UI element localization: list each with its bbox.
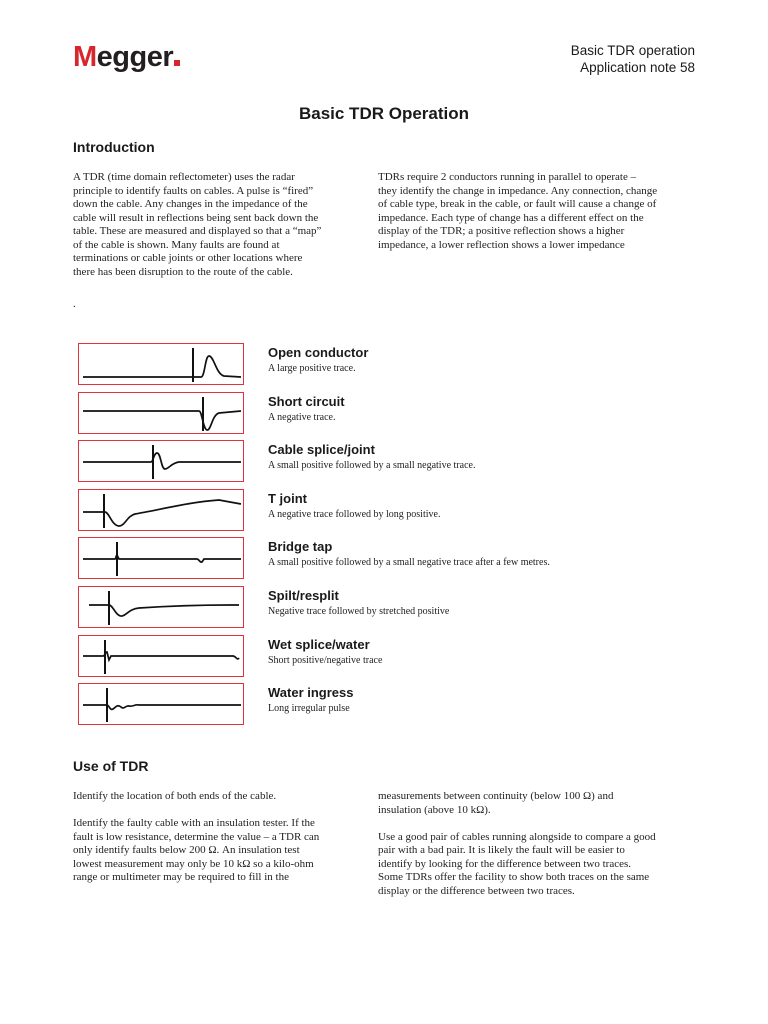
text-line: fault is low resistance, determine the value – a TDR can <box>73 830 320 843</box>
trace-diagram-wet <box>78 635 244 677</box>
text-line <box>378 817 698 831</box>
text-line: table. These are measured and displayed so that a “map” <box>73 225 322 237</box>
text-line: Identify the location of both ends of the cable. <box>73 790 277 802</box>
text-line: Identify the faulty cable with an insulation tester. If the <box>73 817 315 829</box>
trace-diagram-short <box>78 392 244 434</box>
fault-name: Water ingress <box>268 685 354 701</box>
header-line-1: Basic TDR operation <box>570 43 695 58</box>
text-line: identify by looking for the difference between two traces. <box>378 857 632 870</box>
header-line-2: Application note 58 <box>580 60 695 75</box>
text-line: A TDR (time domain reflectometer) uses the radar <box>73 171 295 183</box>
intro-left-column <box>73 171 363 279</box>
intro-heading: Introduction <box>73 139 155 155</box>
text-line: terminations or cable joints or other locations where <box>73 252 303 264</box>
trace-diagram-bridge <box>78 537 244 579</box>
fault-name: Short circuit <box>268 393 345 409</box>
fault-name: T joint <box>268 490 307 506</box>
trace-waveform <box>79 636 243 676</box>
use-heading: Use of TDR <box>73 758 149 774</box>
fault-name: Cable splice/joint <box>268 442 375 458</box>
fault-name: Wet splice/water <box>268 636 370 652</box>
document-header <box>571 42 695 76</box>
intro-right-column <box>378 171 698 252</box>
trace-diagram-split <box>78 586 244 628</box>
text-line: impedance. Each type of change has a different effect on the <box>378 211 644 224</box>
text-line: impedance, a lower reflection shows a lower impedance <box>378 238 625 251</box>
text-line: measurements between continuity (below 100 Ω) and <box>378 790 614 802</box>
page-title: Basic TDR Operation <box>298 104 470 123</box>
trace-line <box>83 411 241 430</box>
text-line: pair with a bad pair. It is likely the fault will be easier to <box>378 844 625 856</box>
text-line: display of the TDR; a positive reflection shows a higher <box>378 225 625 237</box>
text-line: cable will result in reflections being sent back down the <box>73 211 319 224</box>
trace-waveform <box>79 538 243 578</box>
trace-waveform <box>79 441 243 481</box>
text-line: principle to identify faults on cables. A pulse is “fired” <box>73 184 314 197</box>
trace-waveform <box>79 393 243 433</box>
trace-line <box>196 356 241 377</box>
fault-description: A negative trace followed by long positive. <box>268 508 441 520</box>
text-line: TDRs require 2 conductors running in parallel to operate – <box>378 171 637 183</box>
fault-description: A small positive followed by a small negative trace. <box>268 460 476 472</box>
text-line: insulation (above 10 kΩ). <box>378 803 491 816</box>
use-left-column <box>73 790 363 885</box>
text-line: of cable type, break in the cable, or fault will cause a change of <box>378 198 657 210</box>
trace-line <box>83 453 241 469</box>
fault-description: Negative trace followed by stretched positive <box>268 606 450 617</box>
fault-name: Spilt/resplit <box>268 588 339 603</box>
text-line: display or the difference between two traces. <box>378 884 575 897</box>
fault-name: Bridge tap <box>268 539 333 555</box>
trace-waveform <box>79 684 243 724</box>
fault-description: A negative trace. <box>268 411 336 423</box>
text-line: they identify the change in impedance. Any connection, change <box>378 184 658 197</box>
text-line <box>73 804 363 818</box>
trace-line <box>83 555 241 562</box>
fault-description: Long irregular pulse <box>268 703 350 715</box>
trace-waveform <box>79 490 243 530</box>
fault-description: Short positive/negative trace <box>268 654 383 666</box>
text-line: range or multimeter may be required to fill in the <box>73 871 289 883</box>
trace-waveform <box>79 587 243 627</box>
text-line: of the cable is shown. Many faults are found at <box>73 238 280 251</box>
fault-description: A small positive followed by a small negative trace after a few metres. <box>268 557 550 569</box>
text-line: down the cable. Any changes in the impedance of the <box>73 198 308 210</box>
fault-description: A large positive trace. <box>268 363 356 374</box>
text-line: lowest measurement may only be 10 kΩ so a kilo-ohm <box>73 857 314 870</box>
text-line: only identify faults below 200 Ω. An insulation test <box>73 844 300 856</box>
trace-line <box>89 605 239 616</box>
trace-diagram-tjoint <box>78 489 244 531</box>
trace-diagram-open <box>78 343 244 385</box>
text-line: Use a good pair of cables running alongside to compare a good <box>378 830 656 843</box>
trace-diagram-splice <box>78 440 244 482</box>
trace-diagram-ingress <box>78 683 244 725</box>
megger-logo: Megger <box>73 43 180 72</box>
trace-waveform <box>79 344 243 384</box>
text-line: there has been disruption to the route of the cable. <box>73 265 293 278</box>
text-line: Some TDRs offer the facility to show both traces on the same <box>378 871 650 883</box>
stray-mark: . <box>73 298 76 310</box>
fault-name: Open conductor <box>268 345 369 360</box>
trace-line <box>83 652 239 660</box>
trace-line <box>83 500 241 526</box>
use-right-column <box>378 790 698 898</box>
